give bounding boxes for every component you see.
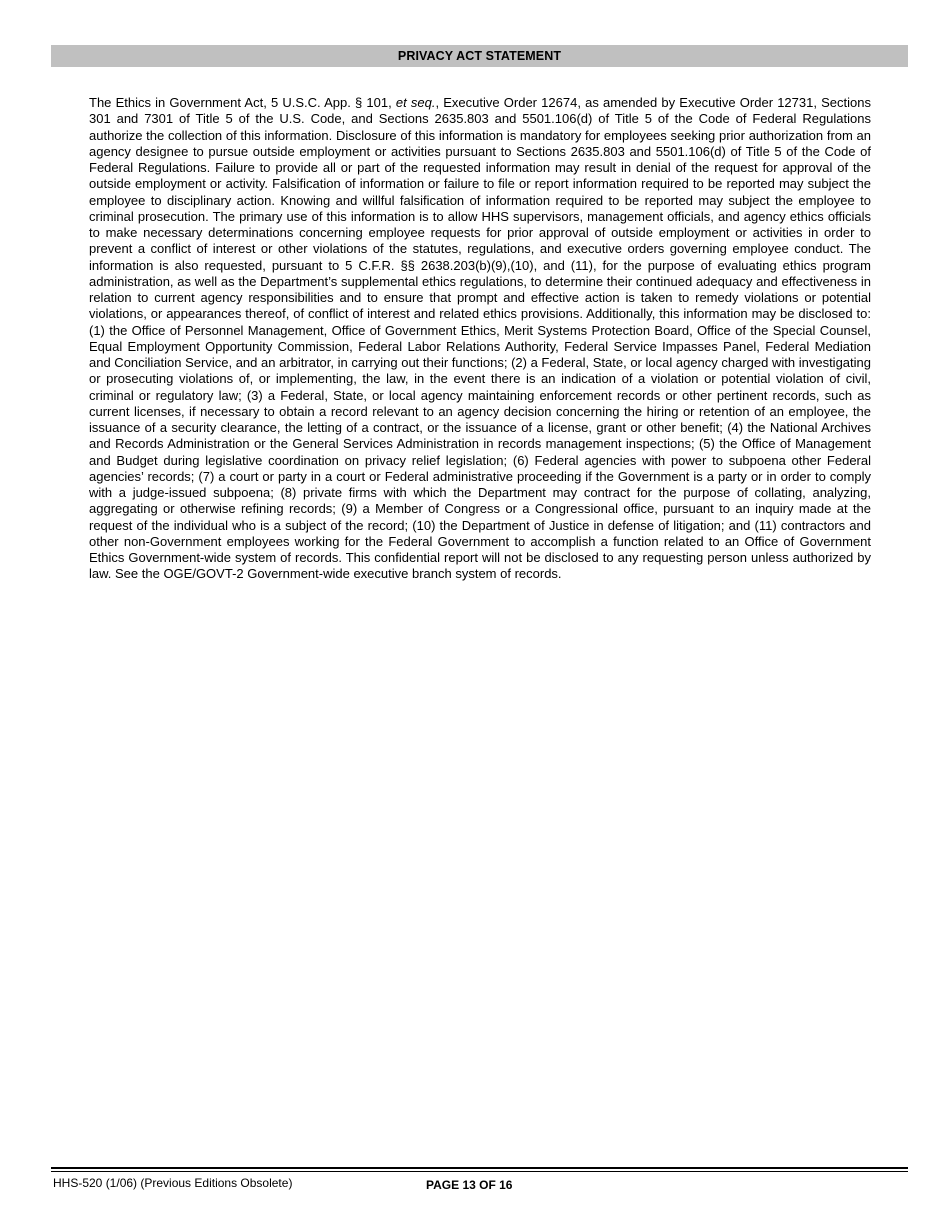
privacy-act-statement bbox=[89, 95, 871, 583]
statement-paragraph bbox=[89, 95, 871, 583]
form-identifier: HHS-520 (1/06) (Previous Editions Obsolete) bbox=[53, 1176, 293, 1190]
statement-text-part1: The Ethics in Government Act, 5 U.S.C. App. § 101, bbox=[89, 95, 396, 110]
section-title: PRIVACY ACT STATEMENT bbox=[397, 49, 562, 63]
page-number: PAGE 13 OF 16 bbox=[426, 1178, 513, 1192]
footer-divider-thick bbox=[51, 1167, 908, 1169]
statement-text-part2: , Executive Order 12674, as amended by Executive Order 12731, Sections 301 and 7301 of Title 5 of the U.S. Code, and Sections 2635.803 and 5501.106(d) of Title 5 of the Code of Federal Regulations authorize the collection of this information. Disclosure of this information is mandatory for employees seeking prior authorization from an agency designee to pursue outside employment or activities pursuant to Sections 2635.803 and 5501.106(d) of Title 5 of the Code of Federal Regulations. Failure to provide all or part of the requested information may result in denial of the request for approval of the outside employment or activity. Falsification of information or failure to file or report information required to be reported may subject the employee to disciplinary action. Knowing and willful falsification of information required to be reported may subject the employee to criminal prosecution. The primary use of this information is to allow HHS supervisors, management officials, and agency ethics officials to make necessary determinations concerning employee requests for prior approval of outside employment or activities in order to prevent a conflict of interest or other violations of the statutes, regulations, and executive orders governing employee conduct. The information is also requested, pursuant to 5 C.F.R. §§ 2638.203(b)(9),(10), and (11), for the purpose of evaluating ethics program administration, as well as the Department’s supplemental ethics regulations, to determine their continued adequacy and effectiveness in relation to current agency responsibilities and to ensure that prompt and effective action is taken to remedy violations or potential violations, or appearances thereof, of conflict of interest and related ethics provisions. Additionally, this information may be disclosed to: (1) the Office of Personnel Management, Office of Government Ethics, Merit Systems Protection Board, Office of the Special Counsel, Equal Employment Opportunity Commission, Federal Labor Relations Authority, Federal Service Impasses Panel, Federal Mediation and Conciliation Service, and an arbitrator, in carrying out their functions; (2) a Federal, State, or local agency charged with investigating or prosecuting violations of, or implementing, the law, in the event there is an indication of a violation or potential violation of civil, criminal or regulatory law; (3) a Federal, State, or local agency maintaining enforcement records or other pertinent records, such as current licenses, if necessary to obtain a record relevant to an agency decision concerning the hiring or retention of an employee, the issuance of a security clearance, the letting of a contract, or the issuance of a license, grant or other benefit; (4) the National Archives and Records Administration or the General Services Administration in records management inspections; (5) the Office of Management and Budget during legislative coordination on privacy relief legislation; (6) Federal agencies with power to subpoena other Federal agencies’ records; (7) a court or party in a court or Federal administrative proceeding if the Government is a party or in order to comply with a judge-issued subpoena; (8) private firms with which the Department may contract for the purpose of collating, analyzing, aggregating or otherwise refining records; (9) a Member of Congress or a Congressional office, pursuant to an inquiry made at the request of the individual who is a subject of the record; (10) the Department of Justice in defense of litigation; and (11) contractors and other non-Government employees working for the Federal Government to accomplish a function related to an Office of Government Ethics Government-wide system of records. This confidential report will not be disclosed to any requesting person unless authorized by law. See the OGE/GOVT-2 Government-wide executive branch system of records. bbox=[89, 95, 871, 582]
footer-divider-thin bbox=[51, 1171, 908, 1172]
statement-italic-et-seq: et seq. bbox=[395, 95, 436, 110]
section-header-bar bbox=[51, 45, 908, 67]
